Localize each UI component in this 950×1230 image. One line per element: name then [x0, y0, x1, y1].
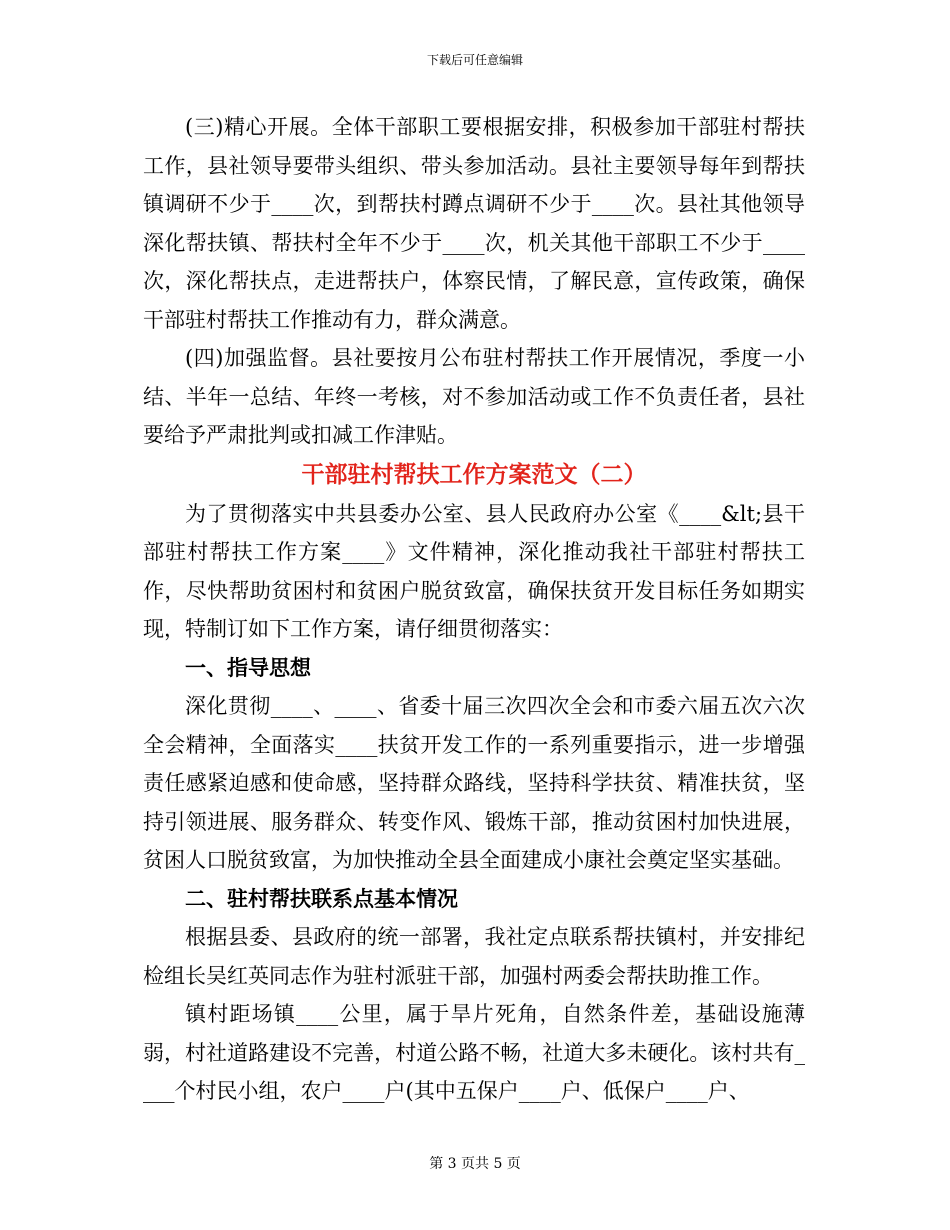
paragraph-supervision-4: (四)加强监督。县社要按月公布驻村帮扶工作开展情况，季度一小结、半年一总结、年终一考核，对不参加活动或工作不负责任者，县社要给予严肃批判或扣减工作津贴。	[143, 346, 805, 447]
paragraph-guiding-thought: 深化贯彻____、____、省委十届三次四次全会和市委六届五次六次全会精神，全面落实____扶贫开发工作的一系列重要指示，进一步增强责任感紧迫感和使命感，坚持群众路线，坚持科学扶贫、精准扶贫，坚持引领进展、服务群众、转变作风、锻炼干部，推动贫困村加快进展，贫困人口脱贫致富，为加快推动全县全面建成小康社会奠定坚实基础。	[143, 694, 805, 872]
page-header: 下载后可任意编辑	[426, 53, 523, 67]
section-title: 干部驻村帮扶工作方案范文（二）	[301, 461, 647, 488]
paragraph-intro: 为了贯彻落实中共县委办公室、县人民政府办公室《____&lt;县干部驻村帮扶工作方案____》文件精神，深化推动我社干部驻村帮扶工作，尽快帮助贫困村和贫困户脱贫致富，确保扶贫开发目标任务如期实现，特制订如下工作方案，请仔细贯彻落实：	[143, 501, 805, 641]
heading-basic-situation: 二、驻村帮扶联系点基本情况	[185, 886, 458, 911]
paragraph-village-situation: 镇村距场镇____公里，属于旱片死角，自然条件差，基础设施薄弱，村社道路建设不完善，村道公路不畅，社道大多未硬化。该村共有____个村民小组，农户____户(其中五保户____户、低保户____户、	[143, 1002, 805, 1103]
paragraph-supervision-3: (三)精心开展。全体干部职工要根据安排，积极参加干部驻村帮扶工作，县社领导要带头组织、带头参加活动。县社主要领导每年到帮扶镇调研不少于____次，到帮扶村蹲点调研不少于____次。县社其他领导深化帮扶镇、帮扶村全年不少于____次，机关其他干部职工不少于____次，深化帮扶点，走进帮扶户，体察民情，了解民意，宣传政策，确保干部驻村帮扶工作推动有力，群众满意。	[143, 115, 805, 332]
document-body	[143, 108, 805, 1111]
page-number: 第 3 页共 5 页	[429, 1156, 521, 1172]
heading-guiding-thought: 一、指导思想	[185, 655, 311, 680]
paragraph-deployment: 根据县委、县政府的统一部署，我社定点联系帮扶镇村，并安排纪检组长吴红英同志作为驻村派驻干部，加强村两委会帮扶助推工作。	[143, 925, 805, 988]
